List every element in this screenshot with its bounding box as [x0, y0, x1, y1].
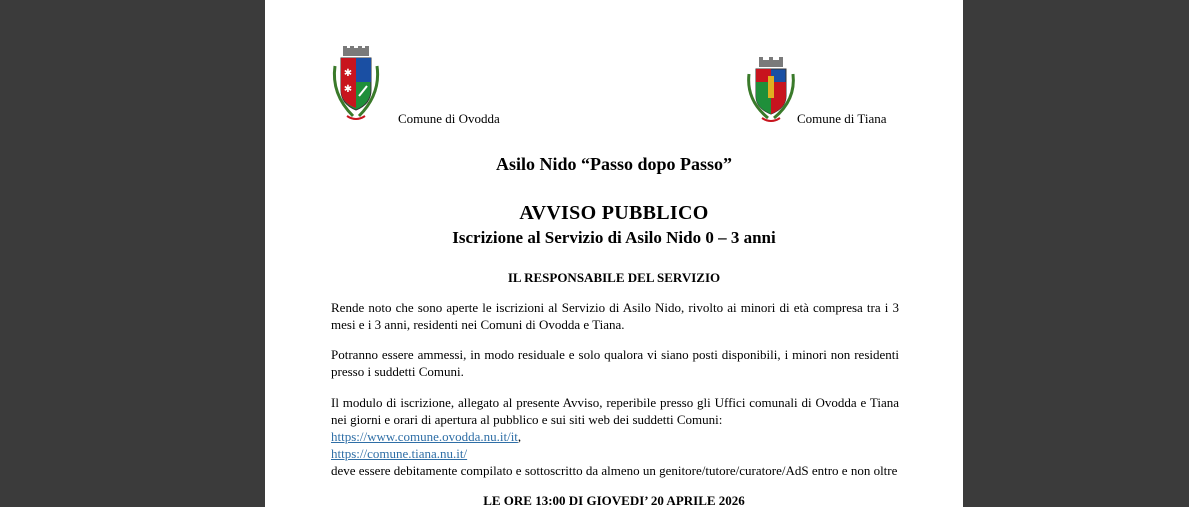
comune-ovodda-label: Comune di Ovodda [398, 111, 500, 126]
paragraph-modulo [331, 394, 899, 479]
asilo-title: Asilo Nido “Passo dopo Passo” [495, 154, 733, 174]
link-comune-tiana[interactable]: https://comune.tiana.nu.it/ [331, 446, 468, 461]
document-page [265, 0, 963, 507]
paragraph-modulo-outro: deve essere debitamente compilato e sottoscritto da almeno un genitore/tutore/curatore/AdS entro e non oltre [331, 463, 898, 478]
avviso-subtitle: Iscrizione al Servizio di Asilo Nido 0 – 3 anni [452, 228, 776, 247]
avviso-title: AVVISO PUBBLICO [519, 202, 709, 224]
deadline-text: LE ORE 13:00 DI GIOVEDI’ 20 APRILE 2026 [483, 493, 745, 507]
link-comune-ovodda[interactable]: https://www.comune.ovodda.nu.it/it [331, 429, 518, 444]
ovodda-coat-of-arms-icon [329, 46, 383, 122]
paragraph-non-residenti: Potranno essere ammessi, in modo residuale e solo qualora vi siano posti disponibili, i minori non residenti presso i suddetti Comuni. [331, 347, 899, 379]
svg-text:✱: ✱ [343, 68, 353, 79]
responsabile-heading: IL RESPONSABILE DEL SERVIZIO [507, 270, 721, 285]
tiana-coat-of-arms-icon [744, 56, 798, 124]
paragraph-iscrizioni: Rende noto che sono aperte le iscrizioni al Servizio di Asilo Nido, rivolto ai minori di età compresa tra i 3 mesi e i 3 anni, residenti nei Comuni di Ovodda e Tiana. [331, 300, 899, 332]
comune-tiana-label: Comune di Tiana [797, 111, 887, 126]
svg-text:✱: ✱ [343, 84, 353, 95]
paragraph-modulo-intro: Il modulo di iscrizione, allegato al presente Avviso, reperibile presso gli Uffici comunali di Ovodda e Tiana nei giorni e orari di apertura al pubblico e sui siti web dei suddetti Comuni: [331, 395, 899, 427]
link1-suffix: , [517, 429, 522, 444]
